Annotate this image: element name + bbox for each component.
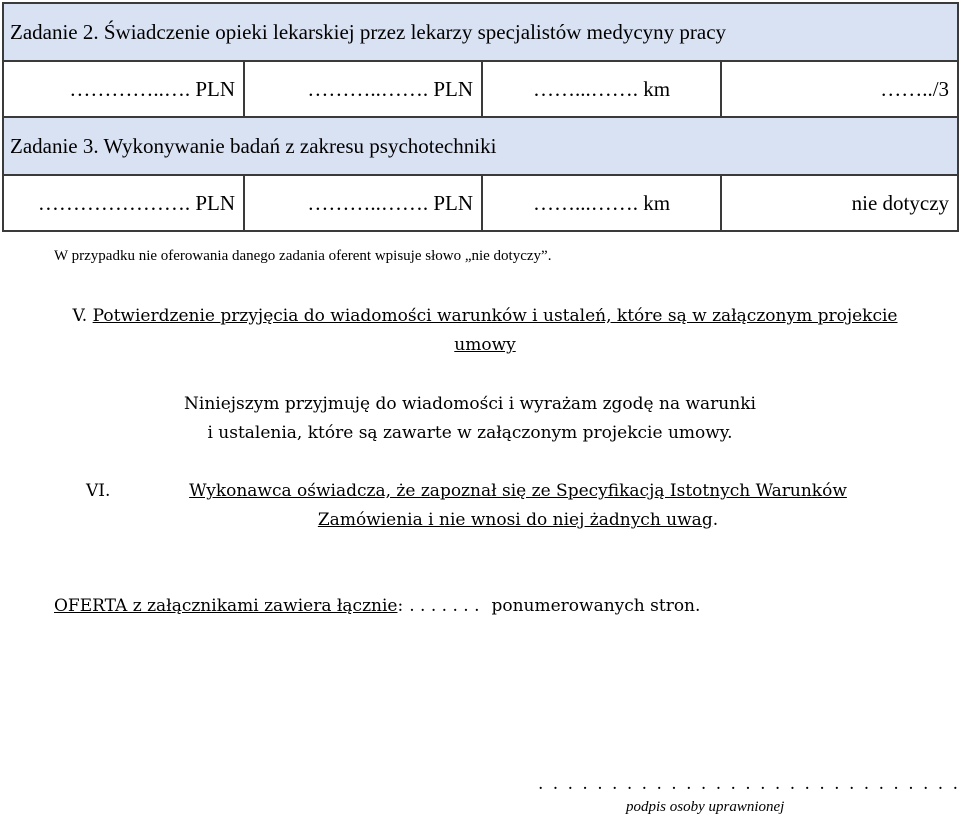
section-6-text [138,477,898,535]
pricing-table [2,2,959,232]
task3-extra-cell: nie dotyczy [721,175,958,231]
table-note: W przypadku nie oferowania danego zadania oferent wpisuje słowo „nie dotyczy”. [54,248,552,264]
task2-title: Zadanie 2. Świadczenie opieki lekarskiej przez lekarzy specjalistów medycyny pracy [3,3,958,61]
task2-price-cell-2: ………..……. PLN [244,61,482,117]
section-6-number: VI. [86,481,111,501]
signature-label: podpis osoby uprawnionej [626,799,785,815]
task2-values-row [3,61,958,117]
oferta-pages-blank: . . . . . . . [409,596,480,616]
section-6-line-2: Zamówienia i nie wnosi do niej żadnych uwag [317,510,713,530]
task2-distance-cell: ……...……. km [482,61,721,117]
oferta-label: OFERTA z załącznikami zawiera łącznie [54,596,398,616]
section-6-line-1: Wykonawca oświadcza, że zapoznał się ze Specyfikacją Istotnych Warunków [189,481,847,501]
task3-header-row [3,117,958,175]
section-5-title: Potwierdzenie przyjęcia do wiadomości warunków i ustaleń, które są w załączonym projekcie umowy [92,306,898,355]
task3-price-cell-2: ………..……. PLN [244,175,482,231]
oferta-colon: : [397,596,404,616]
task3-distance-cell: ……...……. km [482,175,721,231]
task2-header-row [3,3,958,61]
section-5-line-1: Niniejszym przyjmuję do wiadomości i wyrażam zgodę na warunki [184,394,756,414]
section-5-number: V. [72,306,88,326]
task3-values-row [3,175,958,231]
section-5-heading [70,302,900,360]
task3-price-cell-1: …………………. PLN [3,175,244,231]
oferta-suffix: ponumerowanych stron. [491,596,701,616]
task3-title: Zadanie 3. Wykonywanie badań z zakresu psychotechniki [3,117,958,175]
signature-line: . . . . . . . . . . . . . . . . . . . . . . . . . . . . . [538,774,960,794]
task2-price-cell-1: …………..…. PLN [3,61,244,117]
task2-extra-cell: ……../3 [721,61,958,117]
section-6-line-2-end: . [712,510,719,530]
section-5-line-2: i ustalenia, które są zawarte w załączonym projekcie umowy. [207,423,733,443]
section-5-body [140,390,800,448]
oferta-pages-line [54,592,700,621]
